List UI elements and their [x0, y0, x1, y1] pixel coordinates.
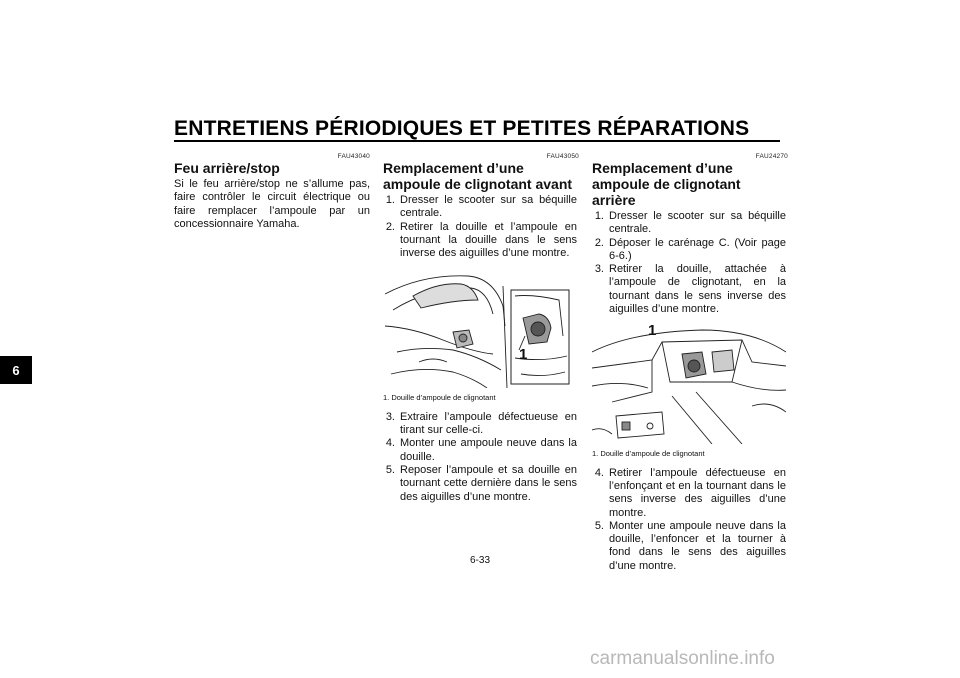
- step-text: Retirer l’ampoule défectueuse en l’enfonçant et en la tournant dans le sens inverse des aiguilles d’une montre.: [609, 466, 786, 519]
- steps-list: [383, 194, 579, 260]
- step-text: Reposer l’ampoule et sa douille en tournant cette dernière dans le sens des aiguilles d’une montre.: [400, 463, 577, 503]
- page-header-title: ENTRETIENS PÉRIODIQUES ET PETITES RÉPARATIONS: [174, 117, 750, 140]
- watermark: carmanualsonline.info: [590, 648, 775, 669]
- page-number: 6-33: [469, 555, 490, 566]
- step-text: Dresser le scooter sur sa béquille centrale.: [609, 210, 786, 236]
- step-number: 2.: [594, 236, 604, 249]
- rear-signal-drawing: [592, 322, 786, 444]
- step-item: [592, 237, 788, 264]
- step-text: Retirer la douille, attachée à l’ampoule de clignotant, en la tournant dans le sens inverse des aiguilles d’une montre.: [609, 263, 786, 316]
- section-rear-turn-signal: [592, 150, 788, 573]
- figure-caption: 1. Douille d’ampoule de clignotant: [592, 449, 705, 459]
- step-number: 2.: [385, 220, 395, 233]
- section-title: Feu arrière/stop: [174, 160, 280, 176]
- step-item: [592, 263, 788, 316]
- figure-caption: 1. Douille d’ampoule de clignotant: [383, 393, 496, 403]
- step-number: 4.: [385, 437, 395, 450]
- steps-list: [592, 467, 788, 573]
- front-signal-illustration: [383, 266, 577, 388]
- step-item: [383, 194, 579, 221]
- step-number: 5.: [594, 519, 604, 532]
- step-text: Dresser le scooter sur sa béquille centrale.: [400, 194, 577, 220]
- step-item: [383, 437, 579, 464]
- rear-signal-illustration: [592, 322, 786, 444]
- step-item: [383, 411, 579, 438]
- step-number: 1.: [594, 210, 604, 222]
- section-front-turn-signal: [383, 150, 579, 504]
- callout-number: 1: [648, 322, 657, 340]
- steps-list: [592, 210, 788, 316]
- step-number: 3.: [594, 263, 604, 276]
- section-code: FAU43050: [546, 153, 579, 160]
- header-rule: [174, 140, 780, 142]
- step-item: [592, 520, 788, 573]
- chapter-tab: 6: [0, 356, 32, 384]
- step-item: [592, 467, 788, 520]
- section-title: Remplacement d’une ampoule de clignotant avant: [383, 160, 573, 192]
- section-code: FAU24270: [755, 153, 788, 160]
- section-paragraph: Si le feu arrière/stop ne s’allume pas, faire contrôler le circuit électrique ou faire remplacer l’ampoule par un concessionnaire Yamaha.: [174, 178, 370, 230]
- step-item: [383, 464, 579, 504]
- step-text: Monter une ampoule neuve dans la douille.: [400, 437, 577, 463]
- step-text: Extraire l’ampoule défectueuse en tirant sur celle-ci.: [400, 410, 577, 437]
- callout-number: 1: [519, 346, 528, 364]
- step-number: 3.: [385, 410, 395, 423]
- section-code: FAU43040: [337, 153, 370, 160]
- step-item: [383, 221, 579, 261]
- step-text: Déposer le carénage C. (Voir page 6-6.): [609, 236, 786, 262]
- step-text: Monter une ampoule neuve dans la douille, l’enfoncer et la tourner à fond dans le sens des aiguilles d’une montre.: [609, 519, 786, 572]
- front-signal-drawing: [383, 266, 577, 388]
- step-item: [592, 210, 788, 237]
- step-number: 5.: [385, 463, 395, 476]
- section-rear-light: [174, 150, 370, 231]
- step-text: Retirer la douille et l’ampoule en tournant la douille dans le sens inverse des aiguilles d’une montre.: [400, 220, 577, 260]
- steps-list: [383, 411, 579, 504]
- section-title: Remplacement d’une ampoule de clignotant arrière: [592, 160, 741, 208]
- step-number: 1.: [385, 194, 395, 206]
- step-number: 4.: [594, 466, 604, 479]
